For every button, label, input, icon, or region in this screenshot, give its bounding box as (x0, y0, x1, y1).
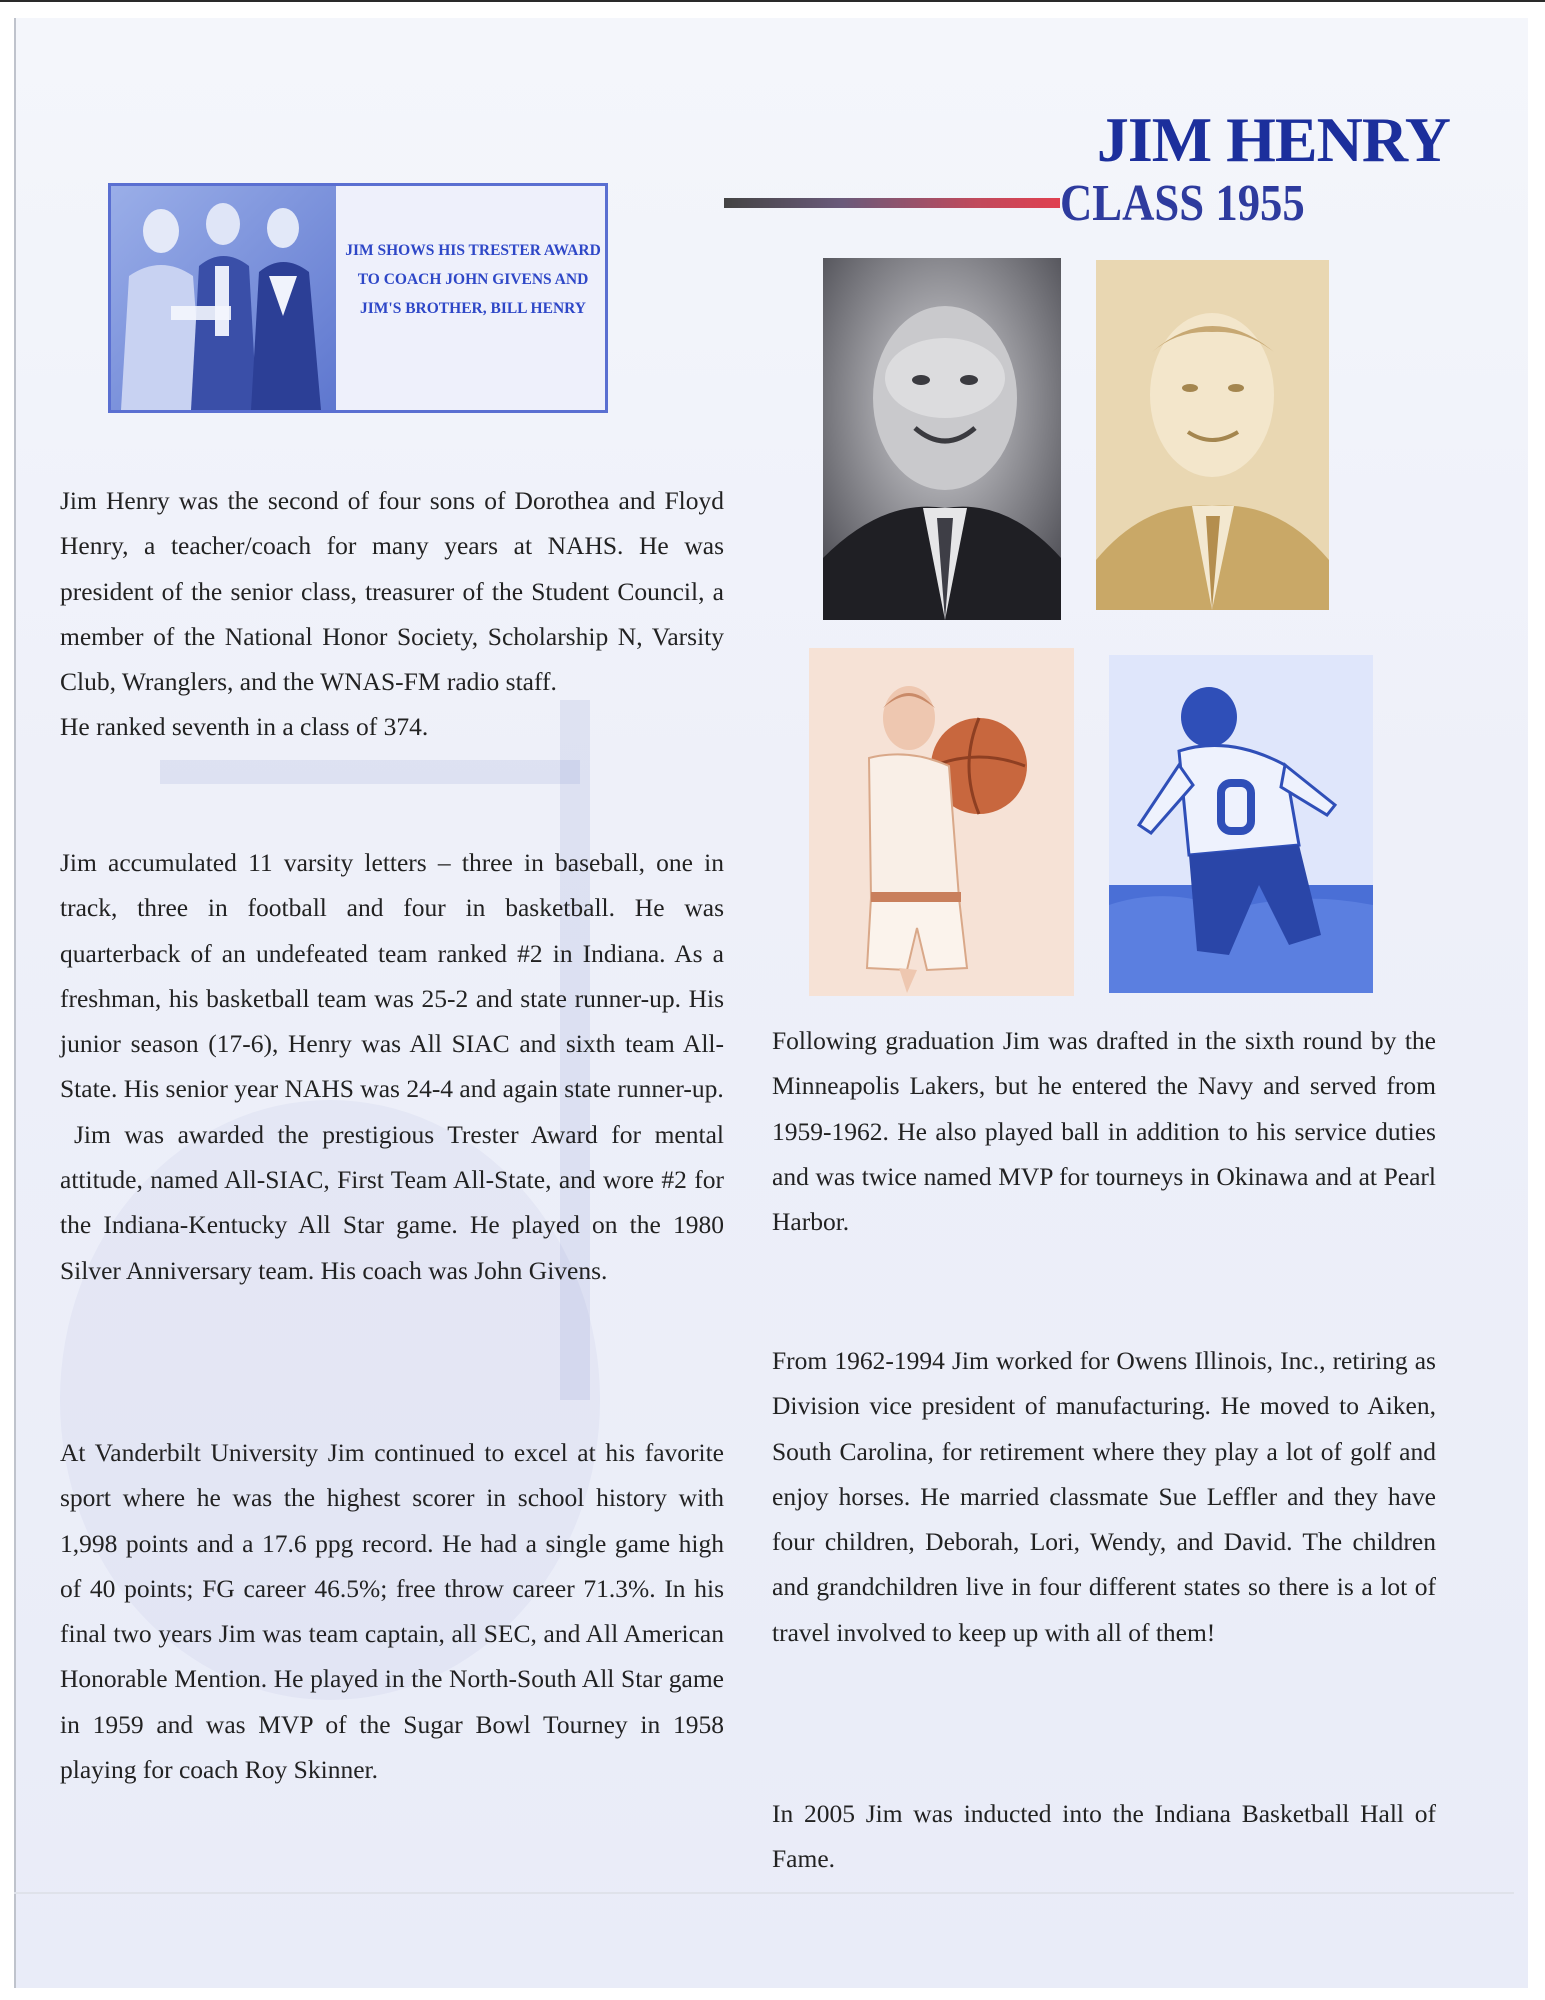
right-text-column (772, 1338, 1436, 1655)
paragraph-vanderbilt: At Vanderbilt University Jim continued to excel at his favorite sport where he was the highest scorer in school history with 1,998 points and a 17.6 ppg record. He had a single game high of 40 points; FG career 46.5%; free throw career 71.3%. In his final two years Jim was team captain, all SEC, and All American Honorable Mention. He played in the North-South All Star game in 1959 and was MVP of the Sugar Bowl Tourney in 1958 playing for coach Roy Skinner. (60, 1438, 724, 1785)
portrait-older-photo (823, 258, 1061, 620)
background-watermark (160, 760, 580, 784)
portrait-yearbook-photo (1096, 260, 1329, 610)
page-title: JIM HENRY (1096, 104, 1450, 175)
trester-award-photo (111, 186, 336, 410)
paragraph-class-rank: He ranked seventh in a class of 374. (60, 712, 429, 742)
paragraph-trester-award: Jim was awarded the prestigious Trester Award for mental attitude, named All-SIAC, First Team All-State, and wore #2 for the Indiana-Kentucky All Star game. He played on the 1980 Silver Anniversary team. His coach was John Givens. (60, 1119, 724, 1285)
photo-caption: JIM SHOWS HIS TRESTER AWARD TO COACH JOHN GIVENS AND JIM'S BROTHER, BILL HENRY (345, 242, 601, 317)
left-text-column (60, 478, 724, 750)
football-player-photo (1109, 655, 1373, 993)
title-rule (724, 198, 1060, 208)
paragraph-career-family: From 1962-1994 Jim worked for Owens Illinois, Inc., retiring as Division vice president of manufacturing. He moved to Aiken, South Carolina, for retirement where they play a lot of golf and enjoy horses. He married classmate Sue Leffler and they have four children, Deborah, Lori, Wendy, and David. The children and grandchildren live in four different states so there is a lot of travel involved to keep up with all of them! (772, 1346, 1436, 1647)
left-text-column (60, 1430, 724, 1792)
page-subtitle: CLASS 1955 (1060, 175, 1305, 232)
paragraph-varsity-letters: Jim accumulated 11 varsity letters – three in baseball, one in track, three in football and four in basketball. He was quarterback of an undefeated team ranked #2 in Indiana. As a freshman, his basketball team was 25-2 and state runner-up. His junior season (17-6), Henry was All SIAC and sixth team All-State. His senior year NAHS was 24-4 and again state runner-up. (60, 848, 724, 1104)
paragraph-hall-of-fame: In 2005 Jim was inducted into the Indiana Basketball Hall of Fame. (772, 1799, 1436, 1874)
paragraph-family: Jim Henry was the second of four sons of Dorothea and Floyd Henry, a teacher/coach for many years at NAHS. He was president of the senior class, treasurer of the Student Council, a member of the National Honor Society, Scholarship N, Varsity Club, Wranglers, and the WNAS-FM radio staff. (60, 486, 724, 697)
right-text-column (772, 1018, 1436, 1244)
left-text-column (60, 840, 724, 1293)
basketball-player-photo (809, 648, 1074, 996)
photo-caption-box (108, 183, 608, 413)
right-text-column (772, 1791, 1436, 1882)
bottom-border (14, 1892, 1514, 1894)
paragraph-lakers-navy: Following graduation Jim was drafted in the sixth round by the Minneapolis Lakers, but he entered the Navy and served from 1959-1962. He also played ball in addition to his service duties and was twice named MVP for tourneys in Okinawa and at Pearl Harbor. (772, 1026, 1436, 1237)
top-border (0, 0, 1545, 2)
